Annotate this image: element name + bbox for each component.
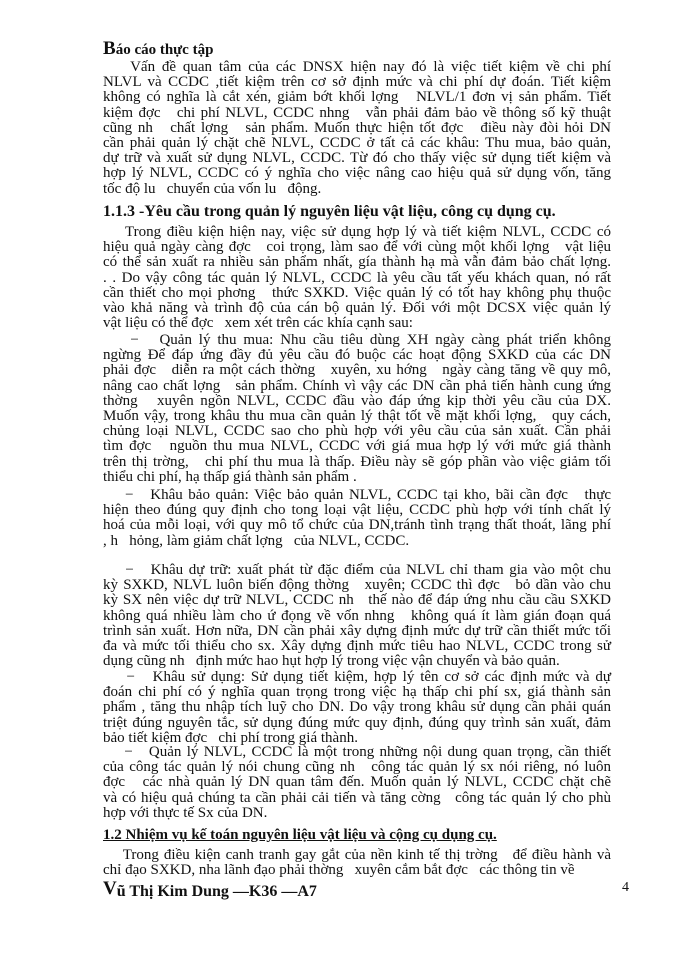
paragraph-line: kỳ SXKD, NLVL luôn biến động thờng xuyên; CCDC thì đợc bỏ dần vào chu [103, 577, 611, 594]
paragraph-line: − Quản lý NLVL, CCDC là một trong những nội dung quan trọng, cần thiết [103, 744, 611, 760]
paragraph-line: cần phải quản lý chặt chẽ NLVL, CCDC ở tất cả các khâu: Thu mua, bảo quản, [103, 135, 611, 151]
paragraph-line: NLVL và CCDC ,tiết kiệm trên cơ sở định mức và chi phí dự đoán. Tiết kiệm [103, 74, 611, 91]
paragraph-line: đa và mức tối thiểu cho sx. Xây dựng định mức tiêu hao NLVL, CCDC trong sử [103, 638, 611, 654]
paragraph-line: có thể sản xuất ra nhiều sản phẩm nhất, gía thành hạ mà vẫn đảm bảo chất lợng. [103, 254, 611, 271]
paragraph-line: − Quản lý thu mua: Nhu cầu tiêu dùng XH ngày càng phát triển không [103, 332, 611, 348]
paragraph-line: − Khâu sử dụng: Sử dụng tiết kiệm, hợp lý tên cơ sở các định mức và dự [103, 669, 611, 685]
paragraph-line: . . Do vậy công tác quản lý NLVL, CCDC là yêu cầu tất yếu khách quan, nó rất [103, 269, 611, 286]
paragraph-line: cũng nh chất lợng sản phẩm. Muốn thực hiện tốt đợc điều này đòi hỏi DN [103, 119, 611, 136]
paragraph-line: Muốn vậy, trong khâu thu mua cần quản lý thật tốt về mặt khối lợng, quy cách, [103, 408, 611, 424]
paragraph-line: , h hỏng, làm giảm chất lợng của NLVL, CCDC. [103, 532, 410, 549]
paragraph-line: không có nghĩa là cắt xén, giảm bớt khối lợng NLVL/1 đơn vị sản phẩm. Tiết [103, 89, 611, 106]
paragraph-line: thờng xuyên ngồn NLVL, CCDC đầu vào đáp ứng kịp thời yêu cầu của DX. [103, 392, 611, 409]
paragraph-line: hoá của mỗi loại, với quy mô tổ chức của DN,tránh tình trạng thất thoát, lãng phí [103, 517, 611, 534]
paragraph-line: kỳ SX nên việc dự trữ NLVL, CCDC nh thế nào để đáp ứng nhu cầu cầu SXKD [103, 592, 611, 609]
header-text: áo cáo thực tập [115, 42, 214, 58]
paragraph-line: dự trữ và xuất sử dụng NLVL, CCDC. Từ đó cho thấy việc sử dụng tiết kiệm và [103, 150, 611, 167]
paragraph-line: vật liệu có thể đợc xem xét trên các khía cạnh sau: [103, 315, 413, 332]
paragraph-line: chỉ đạo SXKD, nha lãnh đạo phải thờng xuyên cắm bắt đợc các thông tin về [103, 862, 575, 879]
footer-first-letter: V [103, 878, 117, 899]
paragraph-line: triệt đúng nguyên tắc, sử dụng đúng mức quy định, đúng quy trình sản xuất, đảm [103, 714, 611, 731]
paragraph-line: tìm đợc nguồn thu mua NLVL, CCDC với giá mua hợp lý với mức giá thành [103, 438, 611, 455]
paragraph-line: hợp với thực tế Sx của DN. [103, 804, 268, 821]
paragraph-line: của công tác quản lý nói chung cũng nh công tác quản lý sx nói riêng, nó luôn [103, 759, 611, 776]
section-heading: 1.1.3 -Yêu cầu trong quản lý nguyên liệu vật liệu, công cụ dụng cụ. [103, 203, 556, 220]
paragraph-line: trình sản xuất. Hơn nữa, DN cần phải xây dựng định mức dự trữ cần thiết mức tối [103, 622, 611, 639]
paragraph-line: tốc độ lu chuyển của vốn lu động. [103, 180, 322, 197]
paragraph-line: không quá nhiều làm cho ứ đọng về vốn nhng không quá ít làm gián đoạn quá [103, 607, 611, 624]
paragraph-line: dụng cũng nh định mức hao hụt hợp lý trong việc vận chuyển và bảo quản. [103, 653, 560, 670]
paragraph-line: đoán chi phí có ý nghĩa quan trọng trong việc hạ thấp chi phí sx, giá thành sản [103, 684, 611, 701]
footer-text: ũ Thị Kim Dung —K36 —A7 [116, 883, 317, 900]
section-heading: 1.2 Nhiệm vụ kế toán nguyên liệu vật liệu và cộng cụ dụng cụ. [103, 827, 497, 843]
running-footer [103, 878, 317, 901]
paragraph-line: phẩm , tăng thu nhập tích luỹ cho DN. Do vậy trong khâu sử dụng cần phải quán [103, 699, 611, 716]
paragraph-line: hiệu quả ngày càng đợc coi trọng, làm sao để với cùng một khối lợng vật liệu [103, 239, 611, 256]
paragraph-line: Vấn đề quan tâm của các DNSX hiện nay đó là việc tiết kiệm về chi phí [103, 59, 611, 75]
paragraph-line: thiểu chi phí, hạ thấp giá thành sản phẩm . [103, 468, 357, 485]
paragraph-line: trên thị trờng, chi phí thu mua là thấp. Điều này sẽ góp phần vào việc giảm tối [103, 453, 611, 470]
paragraph-line: − Khâu dự trữ: xuất phát từ đặc điểm của NLVL chỉ tham gia vào một chu [103, 562, 611, 578]
page-number: 4 [622, 880, 629, 895]
paragraph-line: − Khâu bảo quản: Việc bảo quản NLVL, CCDC tại kho, bãi cần đợc thực [103, 487, 611, 503]
paragraph-line: hiện theo đúng quy định cho tong loại vật liệu, CCDC phù hợp với tính chất lý [103, 502, 611, 519]
paragraph-line: Trong điều kiện canh tranh gay gắt của nền kinh tế thị trờng để điều hành và [103, 847, 611, 863]
paragraph-line: đợc các nhà quản lý DN quan tâm đến. Muốn quản lý NLVL, CCDC chặt chẽ [103, 774, 611, 791]
paragraph-line: và có hiệu quả chúng ta cần phải cải tiến và tăng cờng công tác quản lý cho phù [103, 789, 611, 806]
paragraph-line: phải đợc diễn ra một cách thờng xuyên, xu hớng ngày càng tăng về quy mô, [103, 362, 611, 379]
paragraph-line: bảo tiết kiệm đợc chi phí trong giá thành. [103, 729, 358, 746]
paragraph-line: vào khả năng và trình độ của cán bộ quản lý. Đối với một DCSX việc quản lý [103, 300, 611, 316]
paragraph-line: kiệm đợc chi phí NLVL, CCDC nhng vẫn phải đảm bảo về thông số kỹ thuật [103, 104, 611, 121]
paragraph-line: ngừng Để đáp ứng đầy đủ yêu cầu đó buộc các hoạt động SXKD của các DN [103, 347, 611, 364]
paragraph-line: nâng cao chất lợng sản phẩm. Chính vì vậy các DN cần phả tiến hành cung ứng [103, 377, 611, 394]
paragraph-line: chủng loại NLVL, CCDC sao cho phù hợp với yêu cầu của sản xuất. Cần phải [103, 423, 611, 440]
paragraph-line: cần thiết cho mọi phơng thức SXKD. Việc quản lý có tốt hay không phụ thuộc [103, 284, 611, 301]
running-header [103, 40, 213, 59]
paragraph-line: hợp lý NLVL, CCDC có ý nghĩa cho việc nâng cao hiệu quả sử dụng vốn, tăng [103, 165, 611, 182]
paragraph-line: Trong điều kiện hiện nay, việc sử dụng hợp lý và tiết kiệm NLVL, CCDC có [103, 224, 611, 240]
header-first-letter: B [103, 38, 116, 59]
